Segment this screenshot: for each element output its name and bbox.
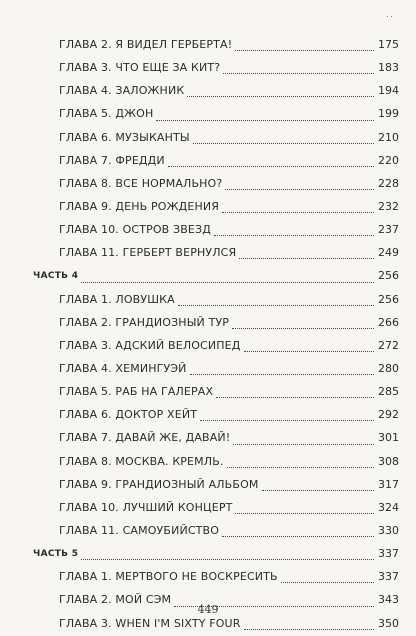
toc-entry-title: ГЛАВА 5. ДЖОН: [59, 107, 154, 121]
toc-entry: [0, 312, 416, 335]
toc-entry-page: 220: [378, 153, 399, 167]
toc-entry-page: 301: [378, 431, 399, 445]
toc-entry-page: 292: [378, 408, 399, 422]
page-number: 449: [197, 603, 219, 616]
dot-leader: [223, 73, 374, 74]
toc-entry-page: 337: [378, 570, 399, 584]
toc-entry-title: ГЛАВА 7. ФРЕДДИ: [59, 153, 165, 167]
toc-entry: [0, 289, 416, 312]
toc-entry: [0, 335, 416, 358]
toc-entry-title: ЧАСТЬ 4: [33, 271, 79, 282]
dot-leader: [222, 212, 374, 213]
toc-entry-title: ГЛАВА 2. Я ВИДЕЛ ГЕРБЕРТА!: [59, 38, 233, 51]
toc-entry: [0, 57, 416, 80]
toc-entry: [0, 451, 416, 474]
toc-part-heading: [0, 265, 416, 288]
toc-entry-title: ГЛАВА 3. WHEN I'M SIXTY FOUR: [59, 616, 241, 630]
toc-entry: [0, 103, 416, 126]
toc-entry-page: 308: [378, 454, 399, 468]
toc-entry: [0, 196, 416, 219]
toc-entry-title: ГЛАВА 9. ГРАНДИОЗНЫЙ АЛЬБОМ: [59, 477, 259, 491]
toc-entry: [0, 566, 416, 589]
toc-entry: [0, 150, 416, 173]
toc-entry-page: 266: [378, 315, 399, 329]
toc-entry-page: 183: [378, 61, 399, 75]
toc-entry-page: 343: [378, 593, 399, 607]
dot-leader: [193, 143, 374, 144]
toc-entry-title: ГЛАВА 2. МОЙ СЭМ: [59, 593, 172, 607]
corner-mark: ..: [386, 10, 394, 20]
toc-entry: [0, 34, 416, 57]
toc-entry-page: 210: [378, 130, 399, 144]
toc-entry-page: 285: [378, 385, 399, 399]
dot-leader: [235, 513, 374, 514]
dot-leader: [235, 50, 374, 51]
toc-entry: [0, 358, 416, 381]
dot-leader: [262, 490, 374, 491]
toc-entry-page: 350: [378, 616, 399, 630]
dot-leader: [178, 305, 374, 306]
toc-entry-page: 199: [378, 107, 399, 121]
toc-entry-title: ГЛАВА 3. АДСКИЙ ВЕЛОСИПЕД: [59, 338, 241, 352]
dot-leader: [187, 96, 374, 97]
toc-entry-title: ГЛАВА 5. РАБ НА ГАЛЕРАХ: [59, 385, 214, 399]
toc-entry-title: ГЛАВА 6. ДОКТОР ХЕЙТ: [59, 408, 198, 422]
toc-entry: [0, 497, 416, 520]
toc-entry-page: 272: [378, 338, 399, 352]
dot-leader: [190, 374, 374, 375]
toc-entry: [0, 80, 416, 103]
toc-entry: [0, 404, 416, 427]
dot-leader: [222, 536, 374, 537]
toc-entry-page: 324: [378, 500, 399, 514]
toc-entry-title: ГЛАВА 1. МЕРТВОГО НЕ ВОСКРЕСИТЬ: [59, 570, 278, 584]
toc-entry-title: ГЛАВА 1. ЛОВУШКА: [59, 292, 175, 306]
toc-entry-page: 330: [378, 523, 399, 537]
toc-entry-page: 256: [378, 269, 399, 283]
dot-leader: [168, 166, 374, 167]
dot-leader: [233, 444, 374, 445]
toc-entry-title: ЧАСТЬ 5: [33, 549, 79, 560]
toc-entry-title: ГЛАВА 6. МУЗЫКАНТЫ: [59, 130, 190, 144]
toc-entry: [0, 427, 416, 450]
toc-entry: [0, 474, 416, 497]
dot-leader: [216, 397, 374, 398]
toc-entry-title: ГЛАВА 7. ДАВАЙ ЖЕ, ДАВАЙ!: [59, 431, 231, 445]
dot-leader: [81, 282, 374, 283]
toc-entry-title: ГЛАВА 10. ЛУЧШИЙ КОНЦЕРТ: [59, 500, 233, 514]
toc-entry-page: 256: [378, 292, 399, 306]
dot-leader: [200, 420, 374, 421]
dot-leader: [244, 351, 374, 352]
toc-entry-page: 280: [378, 361, 399, 375]
toc-entry-page: 232: [378, 199, 399, 213]
toc-entry-title: ГЛАВА 9. ДЕНЬ РОЖДЕНИЯ: [59, 199, 220, 213]
dot-leader: [239, 258, 374, 259]
toc-entry-title: ГЛАВА 3. ЧТО ЕЩЕ ЗА КИТ?: [59, 61, 221, 75]
toc-entry-title: ГЛАВА 4. ХЕМИНГУЭЙ: [59, 361, 187, 375]
toc-entry-title: ГЛАВА 4. ЗАЛОЖНИК: [59, 84, 185, 98]
table-of-contents: [0, 34, 416, 636]
toc-entry: [0, 520, 416, 543]
toc-entry: [0, 219, 416, 242]
toc-entry-page: 249: [378, 246, 399, 260]
toc-entry-page: 337: [378, 547, 399, 561]
toc-entry-page: 194: [378, 84, 399, 98]
dot-leader: [225, 189, 374, 190]
dot-leader: [227, 467, 374, 468]
dot-leader: [81, 559, 374, 560]
toc-entry-title: ГЛАВА 11. ГЕРБЕРТ ВЕРНУЛСЯ: [59, 246, 237, 260]
dot-leader: [281, 582, 374, 583]
dot-leader: [156, 120, 374, 121]
toc-entry: [0, 173, 416, 196]
toc-entry-title: ГЛАВА 8. МОСКВА. КРЕМЛЬ.: [59, 454, 224, 468]
toc-part-heading: [0, 543, 416, 566]
toc-entry-title: ГЛАВА 11. САМОУБИЙСТВО: [59, 523, 220, 537]
toc-entry-page: 175: [378, 38, 399, 51]
dot-leader: [232, 328, 374, 329]
toc-entry: [0, 381, 416, 404]
toc-entry-title: ГЛАВА 2. ГРАНДИОЗНЫЙ ТУР: [59, 315, 230, 329]
toc-entry-page: 237: [378, 223, 399, 237]
dot-leader: [214, 235, 374, 236]
toc-entry-page: 228: [378, 176, 399, 190]
toc-entry: [0, 127, 416, 150]
toc-entry-title: ГЛАВА 8. ВСЕ НОРМАЛЬНО?: [59, 176, 223, 190]
toc-entry: [0, 242, 416, 265]
toc-entry-title: ГЛАВА 10. ОСТРОВ ЗВЕЗД: [59, 223, 211, 237]
toc-entry-page: 317: [378, 477, 399, 491]
